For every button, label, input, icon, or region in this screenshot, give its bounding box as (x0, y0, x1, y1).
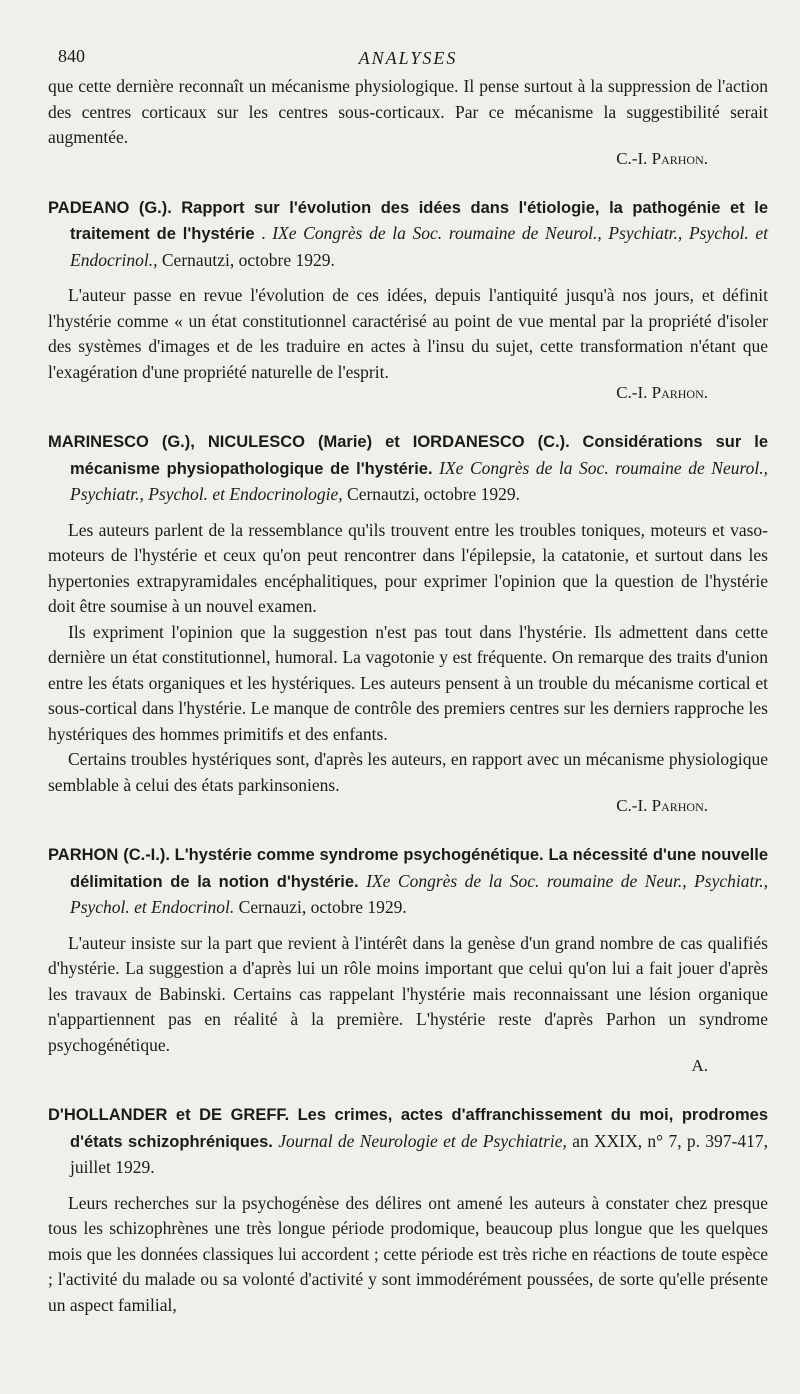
page-header (48, 44, 768, 74)
entry-marinesco (48, 429, 768, 816)
intro-signature: C.-I. Parhon. (616, 148, 708, 168)
entry-title: Rapport sur l'évolution des idées dans l'étiologie, la pathogénie et le traitement de l'hystérie (70, 198, 768, 243)
entry-signature: C.-I. Parhon. (616, 383, 708, 402)
entry-source-date: an XXIX, n° 7, p. 397-417, juillet 1929. (70, 1130, 769, 1177)
entry-authors: PARHON (C.-I.). (48, 846, 170, 864)
entry-title: L'hystérie comme syndrome psychogénétique. La nécessité d'une nouvelle délimitation de la notion d'hystérie. (70, 846, 769, 891)
entry-reference (48, 429, 768, 508)
entry-reference (48, 842, 768, 921)
entry-dhollander (48, 1102, 768, 1318)
entry-source-journal: IXe Congrès de la Soc. roumaine de Neurol., Psychiatr., Psychol. et Endocrinologie, (70, 457, 769, 504)
entry-title: Les crimes, actes d'affranchissement du moi, prodromes d'états schizophréniques. (70, 1106, 768, 1151)
entry-source-journal: Journal de Neurologie et de Psychiatrie, (278, 1130, 567, 1151)
entry-paragraph: Ils expriment l'opinion que la suggestion n'est pas tout dans l'hystérie. Ils admettent dans cette dernière un état constitutionnel, humoral. La vagotonie y est fréquente. On remarque des traits d'union entre les états organiques et les hystériques. Les auteurs pensent à un trouble du mécanisme cortical et sous-cortical dans l'hystérie. Le manque de contrôle des premiers centres sur les derniers rapproche les hystériques des hommes primitifs et des enfants. (48, 621, 768, 744)
entry-paragraph: Les auteurs parlent de la ressemblance qu'ils trouvent entre les troubles toniques, moteurs et vaso-moteurs de l'hystérie et ceux qu'on peut rencontrer dans l'épilepsie, la catatonie, et surtout dans les hypertonies extrapyramidales encéphalitiques, pour exprimer l'opinion que la question de l'hystérie doit être soumise à un nouvel examen. (48, 519, 768, 616)
entry-source-date: Cernautzi, octobre 1929. (161, 249, 335, 270)
entry-parhon (48, 842, 768, 1076)
entry-paragraph: Certains troubles hystériques sont, d'après les auteurs, en rapport avec un mécanisme physiologique semblable à celui des états parkinsoniens. (48, 749, 768, 795)
entry-title: Considérations sur le mécanisme physiopathologique de l'hystérie. (70, 433, 769, 478)
entry-authors: D'HOLLANDER et DE GREFF. (48, 1106, 290, 1124)
entry-paragraph: L'auteur insiste sur la part que revient à l'intérêt dans la genèse d'un grand nombre de cas qualifiés d'hystérie. La suggestion a d'après lui un rôle moins important que celui qu'on lui a fait jouer d'après les travaux de Babinski. Certains cas rappelant l'hystérie mais reconnaissant une lésion organique n'appartiennent pas en réalité à la première. L'hystérie reste d'après Parhon un syndrome psychogénétique. (48, 932, 768, 1055)
entry-paragraph: L'auteur passe en revue l'évolution de ces idées, depuis l'antiquité jusqu'à nos jours, et définit l'hystérie comme « un état constitutionnel caractérisé au point de vue mental par la propriété d'isoler des systèmes d'images et de les traduire en actes à l'insu du sujet, cette transformation n'étant que l'exagération d'une propriété naturelle de l'esprit. (48, 285, 768, 382)
entry-reference (48, 195, 768, 274)
page-number: 840 (58, 46, 85, 66)
entry-source-punct: . (261, 223, 266, 243)
entry-signature: C.-I. Parhon. (616, 796, 708, 815)
entry-authors: PADEANO (G.). (48, 198, 172, 217)
entry-authors: MARINESCO (G.), NICULESCO (Marie) et IORDANESCO (C.). (48, 433, 570, 451)
entry-source-journal: IXe Congrès de la Soc. roumaine de Neurol., Psychiatr., Psychol. et Endocrinol., (70, 223, 768, 270)
entry-signature: A. (691, 1056, 708, 1075)
intro-paragraph: que cette dernière reconnaît un mécanisme physiologique. Il pense surtout à la suppression de l'action des centres corticaux sur les centres sous-corticaux. Par ce mécanisme la suggestibilité serait augmentée. (48, 76, 768, 147)
running-head: ANALYSES (358, 48, 458, 68)
entry-padeano (48, 195, 768, 404)
document-page (48, 44, 768, 1318)
entry-source-date: Cernauzi, octobre 1929. (238, 897, 407, 917)
entry-paragraph: Leurs recherches sur la psychogénèse des délires ont amené les auteurs à constater chez presque tous les schizophrènes une très longue période prodomique, beaucoup plus longue que les quelques mois que les données classiques lui accordent ; cette période est très riche en réactions de toute espèce ; l'activité du malade ou sa volonté d'activité y sont immodérément poussées, de sorte qu'elle présente un aspect familial, (48, 1192, 768, 1315)
entry-source-date: Cernautzi, octobre 1929. (347, 484, 521, 504)
entry-reference (48, 1102, 768, 1181)
entry-source-journal: IXe Congrès de la Soc. roumaine de Neur., Psychiatr., Psychol. et Endocrinol. (70, 870, 768, 917)
